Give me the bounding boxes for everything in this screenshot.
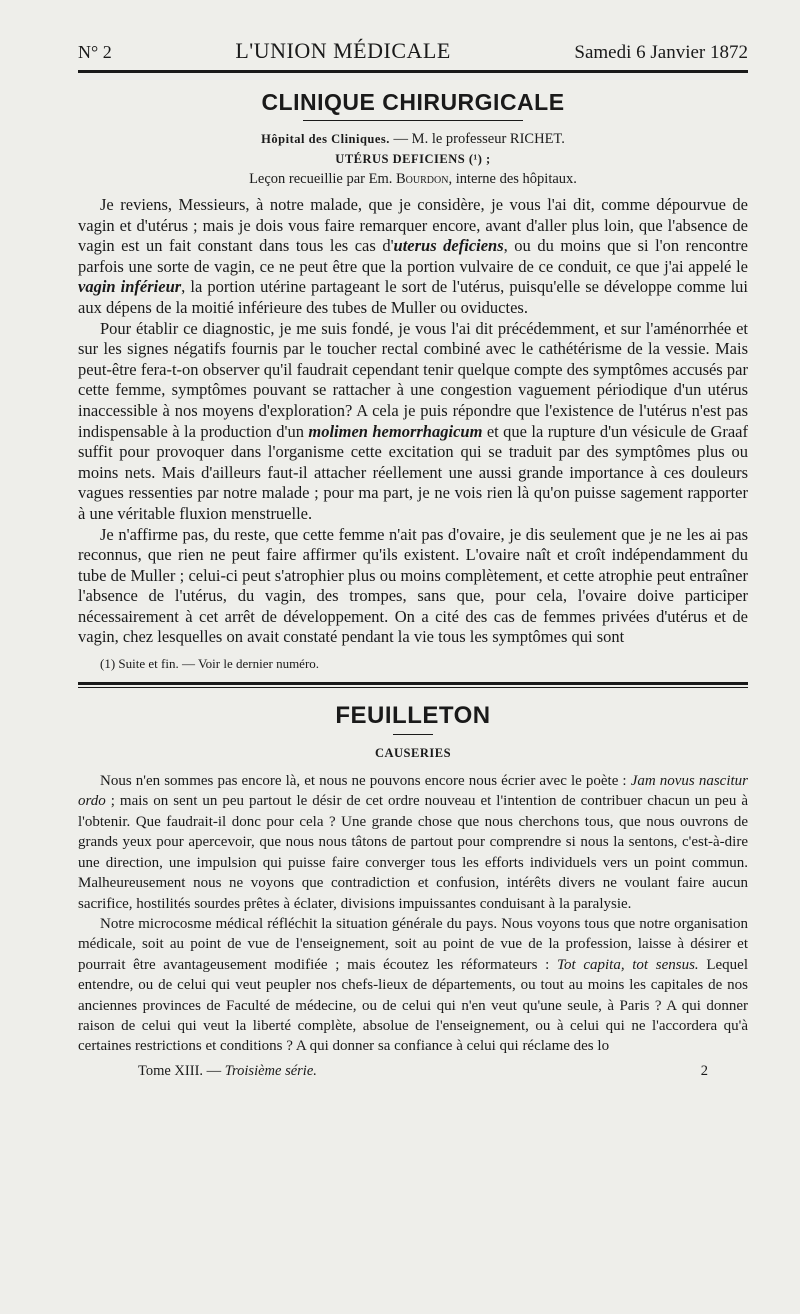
clinique-body bbox=[78, 195, 748, 648]
section-divider bbox=[78, 682, 748, 688]
lecture-credit bbox=[78, 169, 748, 189]
subject-line bbox=[78, 149, 748, 169]
paragraph: Je reviens, Messieurs, à notre malade, que je considère, je vous l'ai dit, comme dépourvue de vagin et d'utérus ; mais je dois vous faire remarquer encore, avant d'aller plus loin, que l'absence de vagin est un fait constant dans tous les cas d'uterus deficiens, ou du moins que si l'on rencontre parfois une sorte de vagin, ce ne peut être que la portion vulvaire de ce conduit, ce que j'ai appelé le vagin inférieur, la portion utérine partageant le sort de l'utérus, puisqu'elle se développe comme lui aux dépens de la moitié inférieure des tubes de Muller ou oviductes. bbox=[78, 195, 748, 317]
footnote: (1) Suite et fin. — Voir le dernier numéro. bbox=[100, 656, 320, 672]
title-rule bbox=[303, 120, 523, 121]
page-header bbox=[78, 38, 748, 73]
paragraph: Notre microcosme médical réfléchit la situation générale du pays. Nous voyons tous que notre organisation médicale, soit au point de vue de l'enseignement, soit au point de vue de la profession, laisse à désirer et pourrait être avantageusement modifiée ; mais écoutez les réformateurs : Tot capita, tot sensus. Lequel entendre, ou de celui qui veut peupler nos chefs-lieux de départements, ou tout au moins les capitales de nos anciennes provinces de Faculté de médecine, ou de celui qui n'en veut qu'une seule, à Paris ? A qui donner raison de celui qui veut la liberté complète, absolue de l'enseignement, ou à celui qui ne l'accordera qu'à certaines restrictions et conditions ? A qui donner sa confiance à celui qui réclame des lo bbox=[78, 915, 749, 1055]
clinique-title: CLINIQUE CHIRURGICALE bbox=[261, 89, 565, 115]
feuilleton-subtitle: CAUSERIES bbox=[374, 746, 452, 761]
hospital-name: Hôpital des Cliniques. bbox=[261, 132, 390, 146]
paragraph: Je n'affirme pas, du reste, que cette femme n'ait pas d'ovaire, je dis seulement que je ne les ai pas reconnus, que rien ne peut faire affirmer qu'ils existent. L'ovaire naît et croît indépendamment du tube de Muller ; celui-ci peut s'atrophier plus ou moins complètement, et cette atrophie peut entraîner l'absence de l'utérus, du vagin, des trompes, sans que, pour cela, l'ovaire doive participer nécessairement à cet arrêt de développement. On a cité des cas de femmes privées d'utérus et de vagin, chez lesquelles on avait constaté pendant la vie tous les symptômes qui sont bbox=[78, 524, 748, 647]
page-number: 2 bbox=[700, 1062, 708, 1079]
feuilleton-body bbox=[78, 771, 748, 1057]
clinique-section bbox=[78, 89, 748, 672]
lecture-author: Bourdon bbox=[396, 171, 449, 187]
issue-date: Samedi 6 Janvier 1872 bbox=[574, 42, 748, 63]
professor-name: — M. le professeur RICHET. bbox=[389, 131, 565, 147]
lecture-suffix: , interne des hôpitaux. bbox=[448, 171, 577, 187]
causeries-line bbox=[78, 743, 748, 763]
lecture-subject: UTÉRUS DEFICIENS (¹) ; bbox=[335, 152, 491, 166]
title-rule bbox=[393, 734, 433, 735]
paragraph: Pour établir ce diagnostic, je me suis fondé, je vous l'ai dit précédemment, et sur l'aménorrhée et sur les signes négatifs fournis par le toucher rectal combiné avec le cathétérisme de la vessie. Mais peut-être fera-t-on observer qu'il faudrait cependant tenir quelque compte des symptômes accusés par cette femme, symptômes pouvant se rattacher à une congestion vaguement périodique d'un utérus inaccessible à nos moyens d'exploration? A cela je puis répondre que l'existence de l'utérus n'est pas indispensable à la production d'un molimen hemorrhagicum et que la rupture d'un vésicule de Graaf suffit pour provoquer dans l'organisme cette excitation qui se traduit par des symptômes plus ou moins nets. Mais d'ailleurs faut-il attacher réellement une aussi grande importance à ces douleurs vagues ressenties par notre malade ; pour ma part, je ne vois rien là qu'on puisse sagement rapporter à une véritable fluxion menstruelle. bbox=[78, 318, 749, 523]
page-footer bbox=[78, 1063, 748, 1080]
paragraph: Nous n'en sommes pas encore là, et nous ne pouvons encore nous écrier avec le poète : Jam novus nascitur ordo ; mais on sent un peu partout le désir de cet ordre nouveau et l'intention de contribuer chacun un peu à l'obtenir. Que faudrait-il donc pour cela ? Une grande chose que nous cherchons tous, que nous ouvrons de grands yeux pour apercevoir, que nous nous tâtons de partout pour comprendre si nous la sentons, c'est-à-dire une direction, une impulsion qui puisse faire converger tous les efforts individuels vers un point commun. Malheureusement nous ne voyons que contradiction et confusion, intérêts divers ne voulant faire aucun sacrifice, hostilités sourdes prêtes à éclater, divisions impuissantes conduisant à la paralysie. bbox=[78, 773, 749, 912]
lecture-prefix: Leçon recueillie par Em. bbox=[249, 171, 397, 187]
journal-title: L'UNION MÉDICALE bbox=[235, 38, 451, 63]
feuilleton-section bbox=[78, 702, 748, 1057]
issue-number: N° 2 bbox=[78, 42, 112, 62]
hospital-line bbox=[78, 129, 748, 149]
feuilleton-title: FEUILLETON bbox=[335, 702, 491, 730]
tome-label: Tome XIII. — Troisième série. bbox=[138, 1062, 317, 1079]
